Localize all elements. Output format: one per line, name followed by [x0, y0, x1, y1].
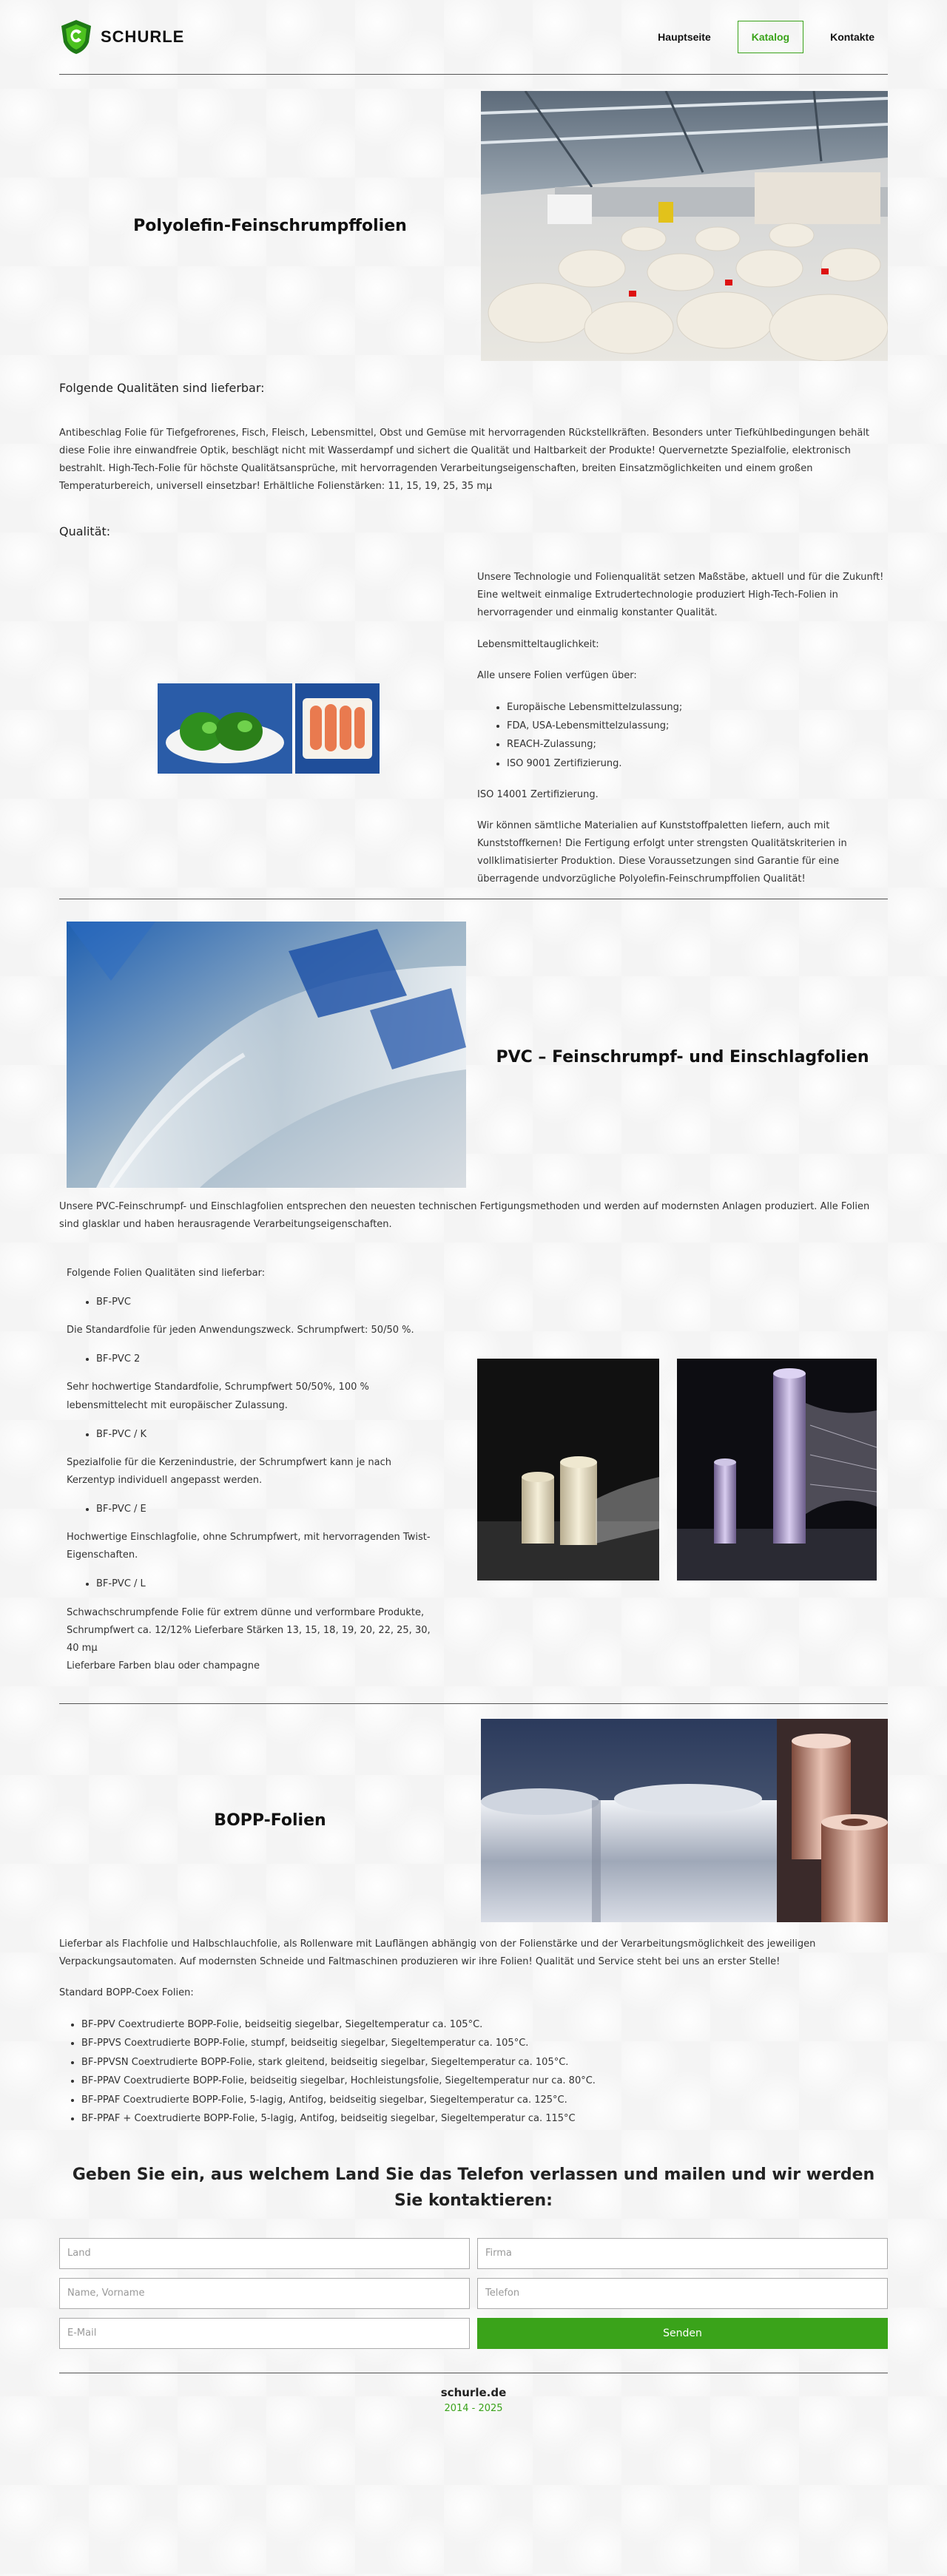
name-input[interactable] [59, 2278, 470, 2309]
list-item: • BF-PPAV Coextrudierte BOPP-Folie, beidseitig siegelbar, Hochleistungsfolie, Siegeltemperatur nur ca. 80°C. [81, 2072, 888, 2090]
bopp-photos [481, 1719, 888, 1922]
pvc-item-name: • BF-PVC 2 [96, 1350, 440, 1368]
divider [59, 74, 888, 75]
pvc-item-name: • BF-PVC / E [96, 1500, 440, 1518]
bopp-rolls-image [481, 1719, 777, 1922]
pvc-item-desc: Die Standardfolie für jeden Anwendungszweck. Schrumpfwert: 50/50 %. [67, 1325, 414, 1336]
list-item: • REACH-Zulassung; [507, 735, 888, 754]
list-item: • BF-PPAF Coextrudierte BOPP-Folie, 5-lagig, Antifog, beidseitig siegelbar, Siegeltemperatur ca. 125°C. [81, 2091, 888, 2109]
section-title: BOPP-Folien [214, 1811, 326, 1830]
quality-images [59, 569, 477, 888]
pvc-item-desc: Sehr hochwertige Standardfolie, Schrumpfwert 50/50%, 100 % lebensmittelecht mit europäischer Zulassung. [67, 1382, 369, 1411]
logo-text: SCHURLE [101, 27, 185, 47]
nav-link-kontakte[interactable]: Kontakte [830, 30, 874, 43]
page [59, 0, 888, 2431]
section-pvc-hero [59, 922, 888, 1193]
footer [59, 2373, 888, 2417]
carrots-tray-image [295, 683, 380, 774]
pvc-qualities [59, 1265, 477, 1675]
quality-paragraph: Unsere Technologie und Folienqualität setzen Maßstäbe, aktuell und für die Zukunft! Eine weltweit einmalige Extrudertechnologie produziert High-Tech-Folien in hervorragender und einmalig konstanter Qualität. [477, 572, 884, 619]
section-paragraph: Antibeschlag Folie für Tiefgefrorenes, Fisch, Fleisch, Lebensmittel, Obst und Gemüse mit hervorragenden Rückstellkräften. Besonders unter Tiefkühlbedingungen behält diese Folie ihre einwandfreie Optik, beschlägt nicht mit Wasserdampf und sichert die Qualität und Haltbarkeit der Produkte! Quervernetzte Spezialfolie, elektronisch bestrahlt. High-Tech-Folie für höchste Qualitätsansprüche, mit hervorragenden Verarbeitungseigenschaften, breiten Einsatzmöglichkeiten und einem großen Temperaturbereich, universell einsetzbar! Erhältliche Folienstärken: 11, 15, 19, 25, 35 mμ [59, 427, 870, 492]
pvc-item-desc: Spezialfolie für die Kerzenindustrie, der Schrumpfwert kann je nach Kerzentyp individuell angepasst werden. [67, 1456, 392, 1486]
warehouse-photo [481, 91, 888, 361]
list-item: • Europäische Lebensmittelzulassung; [507, 698, 888, 717]
quality-paragraph: Wir können sämtliche Materialien auf Kunststoffpaletten liefern, auch mit Kunststoffkernen! Die Fertigung erfolgt unter strengsten Qualitätskriterien in vollklimatisierter Produktion. Diese Voraussetzungen sind Garantie für eine überragende undvorzügliche Polyolefin-Feinschrumpffolien Qualität! [477, 820, 847, 885]
list-item: • BF-PPV Coextrudierte BOPP-Folie, beidseitig siegelbar, Siegeltemperatur ca. 105°C. [81, 2015, 888, 2034]
send-button[interactable]: Senden [477, 2318, 888, 2349]
logo[interactable] [59, 18, 184, 55]
certification-list [507, 698, 888, 773]
pvc-images [477, 1265, 888, 1675]
quality-label: Qualität: [59, 524, 111, 538]
list-item: • BF-PPVSN Coextrudierte BOPP-Folie, stark gleitend, beidseitig siegelbar, Siegeltemperatur ca. 105°C. [81, 2053, 888, 2072]
nav-link-hauptseite[interactable]: Hauptseite [658, 30, 711, 43]
contact-title: Geben Sie ein, aus welchem Land Sie das Telefon verlassen und mailen und wir werden Sie kontaktieren: [72, 2166, 875, 2211]
contact-form [59, 2238, 888, 2349]
list-item: • BF-PPVS Coextrudierte BOPP-Folie, stumpf, beidseitig siegelbar, Siegeltemperatur ca. 105°C. [81, 2034, 888, 2052]
peppers-tray-image [158, 683, 292, 774]
pvc-film-image [67, 922, 466, 1188]
pvc-item [96, 1425, 440, 1444]
footer-domain: schurle.de [440, 2385, 507, 2399]
quality-paragraph: ISO 14001 Zertifizierung. [477, 788, 599, 800]
pvc-lead: Folgende Folien Qualitäten sind lieferbar: [67, 1267, 266, 1279]
pvc-item-desc: Hochwertige Einschlagfolie, ohne Schrumpfwert, mit hervorragenden Twist-Eigenschaften. [67, 1532, 431, 1561]
pvc-rolls-image [477, 1359, 659, 1581]
section-title: PVC – Feinschrumpf- und Einschlagfolien [496, 1048, 869, 1067]
quality-text [477, 569, 888, 888]
section-paragraph: Unsere PVC-Feinschrumpf- und Einschlagfolien entsprechen den neuesten technischen Fertigungsmethoden und werden auf modernsten Anlagen produziert. Alle Folien sind glasklar und haben herausragende Verarbeitungseigenschaften. [59, 1200, 870, 1230]
section-bopp-hero [59, 1719, 888, 1922]
bopp-copper-rolls-image [777, 1719, 888, 1922]
footer-years: 2014 - 2025 [444, 2402, 503, 2414]
warehouse-image [481, 91, 888, 361]
list-item: • ISO 9001 Zertifizierung. [507, 754, 888, 773]
quality-paragraph: Alle unsere Folien verfügen über: [477, 669, 637, 681]
pvc-item [96, 1500, 440, 1518]
list-item: • FDA, USA-Lebensmittelzulassung; [507, 717, 888, 735]
pvc-block [59, 1265, 888, 1675]
firma-input[interactable] [477, 2238, 888, 2269]
list-item: • BF-PPAF + Coextrudierte BOPP-Folie, 5-lagig, Antifog, beidseitig siegelbar, Siegeltemperatur ca. 115°C [81, 2109, 888, 2128]
quality-paragraph: Lebensmitteltauglichkeit: [477, 638, 599, 650]
section-title: Polyolefin-Feinschrumpffolien [133, 216, 407, 235]
pvc-photo [59, 922, 477, 1193]
pvc-item [96, 1575, 440, 1593]
pvc-purple-roll-image [677, 1359, 877, 1581]
bopp-lead: Standard BOPP-Coex Folien: [59, 1987, 194, 1999]
section-polyolefin-hero [59, 91, 888, 361]
divider [59, 1703, 888, 1704]
bopp-list [81, 2015, 888, 2128]
pvc-item [96, 1293, 440, 1311]
site-header [59, 0, 888, 74]
quality-block [59, 569, 888, 888]
main-nav [644, 21, 888, 53]
pvc-item-name: • BF-PVC / L [96, 1575, 440, 1593]
telefon-input[interactable] [477, 2278, 888, 2309]
pvc-item-name: • BF-PVC / K [96, 1425, 440, 1444]
land-input[interactable] [59, 2238, 470, 2269]
pvc-item-name: • BF-PVC [96, 1293, 440, 1311]
nav-link-katalog[interactable]: Katalog [738, 21, 803, 53]
pvc-colors: Lieferbare Farben blau oder champagne [67, 1660, 260, 1671]
section-subtitle: Folgende Qualitäten sind lieferbar: [59, 381, 265, 395]
section-paragraph: Lieferbar als Flachfolie und Halbschlauchfolie, als Rollenware mit Lauflängen abhängig von der Folienstärke und der Verarbeitungsmöglichkeit des jeweiligen Verpackungsautomaten. Auf modernsten Schneide und Faltmaschinen produzieren wir ihre Folien! Qualität und Service steht bei uns an erster Stelle! [59, 1938, 816, 1968]
pvc-item-desc: Schwachschrumpfende Folie für extrem dünne und verformbare Produkte, Schrumpfwert ca. 12/12% Lieferbare Stärken 13, 15, 18, 19, 20, 22, 25, 30, 40 mμ [67, 1606, 431, 1654]
email-input[interactable] [59, 2318, 470, 2349]
logo-shield-icon [59, 18, 93, 55]
pvc-item [96, 1350, 440, 1368]
